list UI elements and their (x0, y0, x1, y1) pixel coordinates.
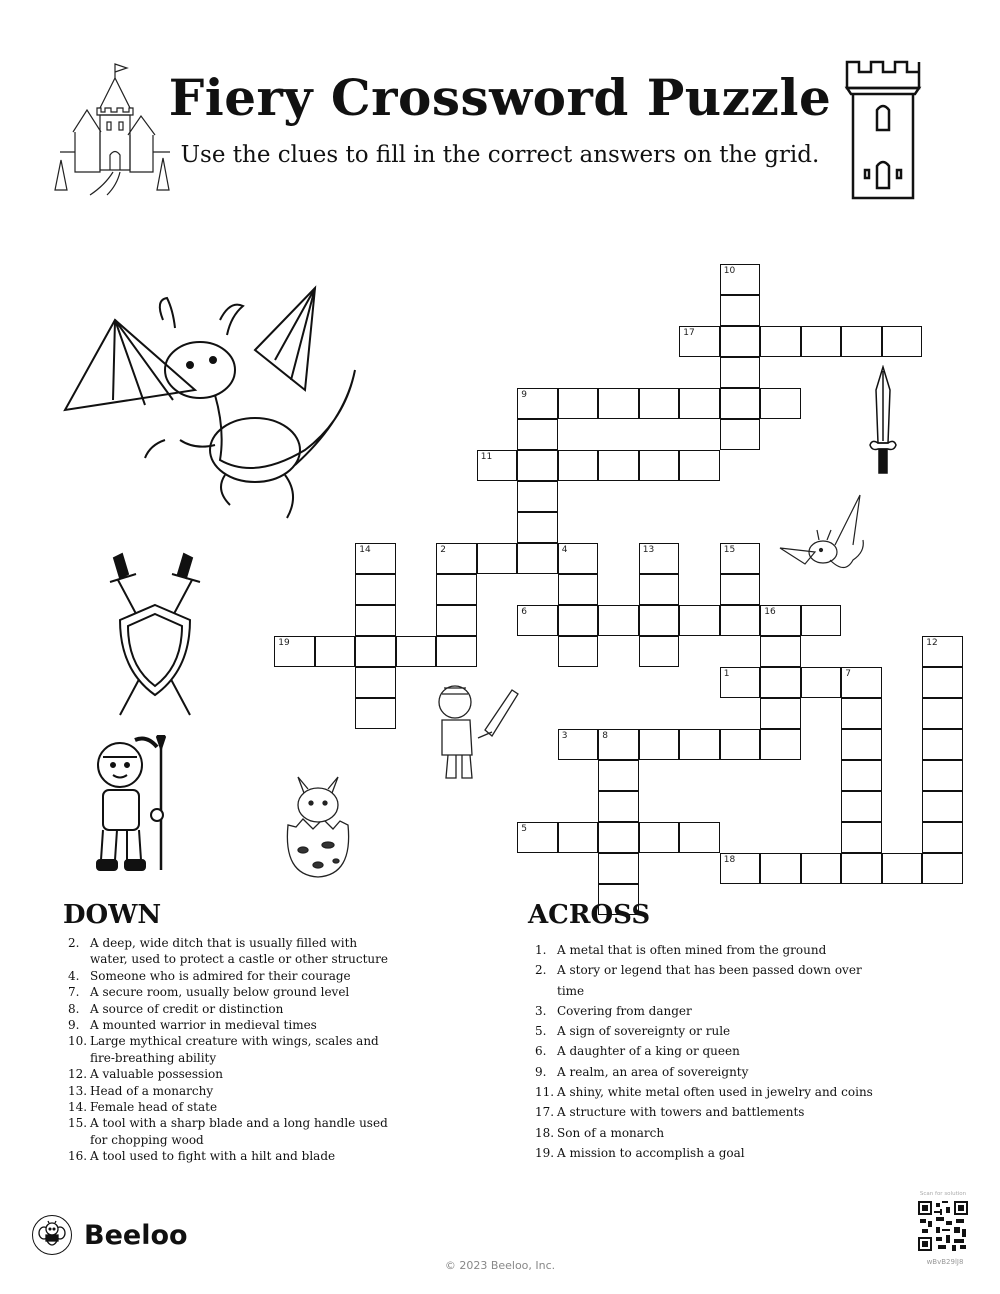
crossword-cell[interactable] (841, 667, 882, 698)
clue-number: 15 (723, 545, 736, 556)
down-clue: 10. Large mythical creature with wings, scales and fire-breathing ability (68, 1034, 379, 1065)
crossword-cell[interactable] (841, 822, 882, 853)
crossword-cell[interactable] (720, 574, 761, 605)
crossword-cell[interactable] (801, 326, 842, 357)
crossword-cell[interactable] (639, 636, 680, 667)
crossword-cell[interactable] (760, 605, 801, 636)
crossword-cell[interactable] (639, 729, 680, 760)
across-clue: 17. A structure with towers and battlements (535, 1105, 805, 1120)
crossword-cell[interactable] (841, 791, 882, 822)
crossword-cell[interactable] (598, 450, 639, 481)
crossword-cell[interactable] (517, 450, 558, 481)
crossword-cell[interactable] (477, 543, 518, 574)
brand-name: Beeloo (84, 1219, 188, 1251)
across-clue: 3. Covering from danger (535, 1003, 692, 1018)
crossword-cell[interactable] (720, 264, 761, 295)
across-clue: 19. A mission to accomplish a goal (535, 1145, 745, 1160)
down-clue: 7. A secure room, usually below ground level (68, 985, 350, 1000)
clue-number: 7 (845, 669, 851, 680)
crossword-cell[interactable] (436, 605, 477, 636)
across-clue: 2. A story or legend that has been passed down over time (535, 963, 862, 998)
crossword-cell[interactable] (922, 698, 963, 729)
crossword-cell[interactable] (679, 450, 720, 481)
bee-logo-icon (32, 1215, 72, 1255)
crossword-cell[interactable] (598, 729, 639, 760)
crossword-cell[interactable] (517, 822, 558, 853)
crossword-cell[interactable] (720, 326, 761, 357)
clue-number: 13 (642, 545, 655, 556)
crossword-cell[interactable] (598, 853, 639, 884)
crossword-cell[interactable] (760, 698, 801, 729)
down-clue: 16. A tool used to fight with a hilt and blade (68, 1149, 336, 1164)
crossword-cell[interactable] (679, 388, 720, 419)
crossword-cell[interactable] (436, 543, 477, 574)
crossword-cell[interactable] (436, 636, 477, 667)
clue-number: 5 (521, 824, 527, 835)
crossword-cell[interactable] (720, 543, 761, 574)
crossword-cell[interactable] (558, 729, 599, 760)
crossword-cell[interactable] (517, 388, 558, 419)
clue-number: 8 (602, 731, 608, 742)
clue-number: 6 (521, 607, 527, 618)
crossword-cell[interactable] (558, 543, 599, 574)
crossword-cell[interactable] (882, 853, 923, 884)
across-clue: 6. A daughter of a king or queen (535, 1044, 740, 1059)
clue-number: 18 (723, 855, 736, 866)
crossword-cell[interactable] (760, 326, 801, 357)
crossword-cell[interactable] (355, 698, 396, 729)
brand-logo (32, 1215, 188, 1255)
copyright-text: © 2023 Beeloo, Inc. (444, 1259, 556, 1272)
crossword-cell[interactable] (355, 667, 396, 698)
crossword-cell[interactable] (355, 543, 396, 574)
crossword-cell[interactable] (720, 295, 761, 326)
down-clues-list (68, 935, 388, 1165)
down-clue: 8. A source of credit or distinction (68, 1001, 284, 1016)
crossword-cell[interactable] (801, 853, 842, 884)
crossword-cell[interactable] (315, 636, 356, 667)
crossword-cell[interactable] (396, 636, 437, 667)
across-clue: 11. A shiny, white metal often used in jewelry and coins (535, 1085, 873, 1100)
clue-number: 11 (480, 452, 493, 463)
crossword-cell[interactable] (760, 729, 801, 760)
crossword-cell[interactable] (639, 543, 680, 574)
crossword-cell[interactable] (720, 729, 761, 760)
clue-number: 3 (561, 731, 568, 742)
qr-code-icon[interactable] (918, 1201, 968, 1251)
down-clue: 13. Head of a monarchy (68, 1083, 214, 1098)
clue-number: 10 (723, 266, 736, 277)
crossword-cell[interactable] (598, 822, 639, 853)
crossword-cell[interactable] (760, 853, 801, 884)
across-clues-list (535, 940, 875, 1163)
crossword-cell[interactable] (558, 822, 599, 853)
crossword-cell[interactable] (760, 636, 801, 667)
across-clue: 18. Son of a monarch (535, 1125, 665, 1140)
clue-number: 1 (723, 669, 730, 680)
crossword-cell[interactable] (922, 667, 963, 698)
crossword-cell[interactable] (922, 822, 963, 853)
crossword-cell[interactable] (598, 791, 639, 822)
crossword-cell[interactable] (355, 574, 396, 605)
crossword-cell[interactable] (679, 605, 720, 636)
crossword-cell[interactable] (355, 636, 396, 667)
crossword-cell[interactable] (558, 450, 599, 481)
crossword-cell[interactable] (517, 605, 558, 636)
crossword-cell[interactable] (922, 853, 963, 884)
crossword-cell[interactable] (436, 574, 477, 605)
crossword-cell[interactable] (639, 388, 680, 419)
crossword-cell[interactable] (922, 636, 963, 667)
down-clue: 4. Someone who is admired for their courage (68, 968, 351, 983)
crossword-cell[interactable] (882, 326, 923, 357)
crossword-cell[interactable] (517, 512, 558, 543)
crossword-cell[interactable] (274, 636, 315, 667)
page-subtitle: Use the clues to fill in the correct answers on the grid. (180, 142, 820, 168)
crossword-cell[interactable] (598, 760, 639, 791)
crossword-cell[interactable] (558, 636, 599, 667)
crossword-cell[interactable] (720, 853, 761, 884)
down-clue: 15. A tool with a sharp blade and a long handle used for chopping wood (68, 1116, 388, 1147)
crossword-cell[interactable] (841, 729, 882, 760)
crossword-cell[interactable] (639, 605, 680, 636)
down-clue: 2. A deep, wide ditch that is usually filled with water, used to protect a castle or other structure (68, 936, 389, 967)
qr-code-id: wBvB29lJ8 (926, 1258, 964, 1266)
crossword-cell[interactable] (841, 760, 882, 791)
crossword-cell[interactable] (720, 419, 761, 450)
crossword-cell[interactable] (922, 791, 963, 822)
clue-number: 17 (683, 328, 695, 339)
clue-number: 16 (764, 607, 776, 618)
page-title: Fiery Crossword Puzzle (168, 68, 832, 127)
crossword-cell[interactable] (558, 574, 599, 605)
crossword-cell[interactable] (679, 822, 720, 853)
crossword-cell[interactable] (598, 388, 639, 419)
crossword-cell[interactable] (598, 605, 639, 636)
crossword-cell[interactable] (679, 729, 720, 760)
crossword-cell[interactable] (922, 760, 963, 791)
crossword-cell[interactable] (477, 450, 518, 481)
qr-label: Scan for solution (919, 1191, 967, 1197)
clue-number: 19 (278, 638, 290, 649)
crossword-cell[interactable] (841, 853, 882, 884)
clue-number: 4 (561, 545, 568, 556)
crossword-cell[interactable] (801, 667, 842, 698)
crossword-cell[interactable] (841, 326, 882, 357)
crossword-cell[interactable] (720, 667, 761, 698)
crossword-cell[interactable] (922, 729, 963, 760)
crossword-cell[interactable] (517, 543, 558, 574)
across-clue: 1. A metal that is often mined from the ground (535, 943, 827, 957)
crossword-cell[interactable] (801, 605, 842, 636)
crossword-cell[interactable] (355, 605, 396, 636)
crossword-cell[interactable] (841, 698, 882, 729)
crossword-cell[interactable] (517, 481, 558, 512)
crossword-cell[interactable] (679, 326, 720, 357)
clue-number: 12 (926, 638, 938, 649)
crossword-cell[interactable] (760, 667, 801, 698)
crossword-cell[interactable] (720, 605, 761, 636)
clue-number: 2 (440, 545, 446, 556)
crossword-cell[interactable] (639, 574, 680, 605)
crossword-cell[interactable] (558, 388, 599, 419)
crossword-cell[interactable] (517, 419, 558, 450)
crossword-cell[interactable] (558, 605, 599, 636)
across-clue: 5. A sign of sovereignty or rule (535, 1024, 731, 1039)
crossword-cell[interactable] (760, 388, 801, 419)
clue-number: 9 (521, 390, 527, 401)
crossword-cell[interactable] (720, 357, 761, 388)
down-clue: 12. A valuable possession (68, 1067, 224, 1082)
down-clue: 14. Female head of state (68, 1100, 218, 1115)
down-heading: DOWN (63, 900, 162, 930)
down-clue: 9. A mounted warrior in medieval times (68, 1018, 317, 1033)
crossword-cell[interactable] (720, 388, 761, 419)
crossword-cell[interactable] (639, 450, 680, 481)
clue-number: 14 (359, 545, 371, 556)
across-heading: ACROSS (528, 900, 651, 930)
crossword-cell[interactable] (639, 822, 680, 853)
across-clue: 9. A realm, an area of sovereignty (535, 1064, 749, 1079)
